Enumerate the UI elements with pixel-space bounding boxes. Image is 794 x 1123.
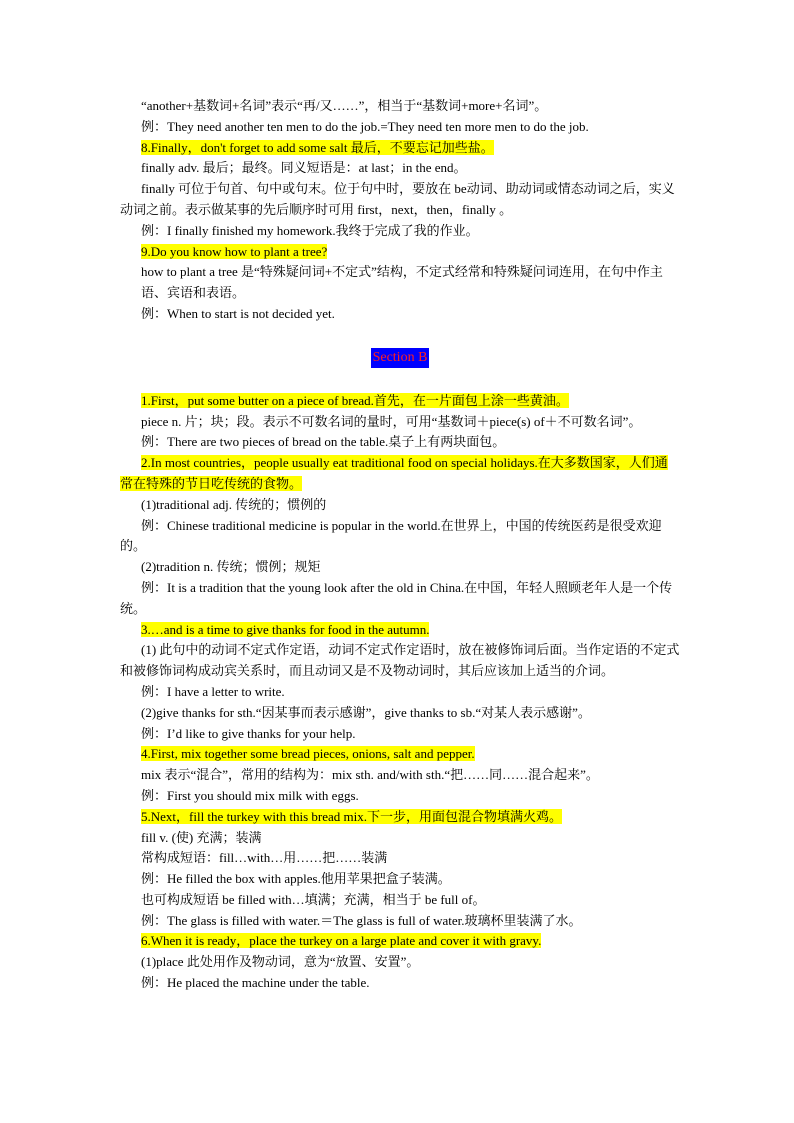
text-line: mix 表示“混合”，常用的结构为：mix sth. and/with sth.“把……同……混合起来”。 <box>141 767 599 783</box>
example-line: 例：There are two pieces of bread on the table.桌子上有两块面包。 <box>141 434 506 450</box>
section-title: Section B <box>371 348 430 368</box>
example-paragraph: 例：It is a tradition that the young look after the old in China.在中国，年轻人照顾老年人是一个传统。 <box>120 579 673 616</box>
text-line: “another+基数词+名词”表示“再/又……”，相当于“基数词+more+名词”。 <box>141 98 548 113</box>
text-line: (1)place 此处用作及物动词，意为“放置、安置”。 <box>141 954 420 970</box>
example-line: 例：First you should mix milk with eggs. <box>141 787 359 803</box>
highlighted-sentence-2: 2.In most countries，people usually eat traditional food on special holidays.在大多数国家，人们通常在特殊的节日吃传统的食物。 <box>120 455 668 491</box>
highlighted-sentence-3: 3.…and is a time to give thanks for food in the autumn. <box>141 621 430 637</box>
highlighted-sentence-1: 1.First，put some butter on a piece of bread.首先，在一片面包上涂一些黄油。 <box>141 392 569 408</box>
highlighted-sentence-4: 4.First, mix together some bread pieces, onions, salt and pepper. <box>141 746 475 762</box>
text-line: (1)traditional adj. 传统的；惯例的 <box>141 496 327 512</box>
example-line: 例：I finally finished my homework.我终于完成了我的作业。 <box>141 222 479 238</box>
example-line: 例：He placed the machine under the table. <box>141 975 370 991</box>
text-line: (2)tradition n. 传统；惯例；规矩 <box>141 559 321 575</box>
text-line: (2)give thanks for sth.“因某事而表示感谢”，give thanks to sb.“对某人表示感谢”。 <box>141 704 591 720</box>
text-paragraph: (1) 此句中的动词不定式作定语，动词不定式作定语时，放在被修饰词后面。当作定语的不定式和被修饰词构成动宾关系时，而且动词又是不及物动词时，其后应该加上适当的介词。 <box>120 642 680 679</box>
text-line: finally adv. 最后；最终。同义短语是：at last；in the end。 <box>141 160 467 176</box>
text-paragraph: finally 可位于句首、句中或句末。位于句中时，要放在 be动词、助动词或情态动词之后，实义动词之前。表示做某事的先后顺序时可用 first，next，then，finally 。 <box>120 181 675 217</box>
highlighted-sentence-5: 5.Next，fill the turkey with this bread mix.下一步，用面包混合物填满火鸡。 <box>141 808 563 824</box>
highlighted-sentence-6: 6.When it is ready，place the turkey on a large plate and cover it with gravy. <box>141 933 542 949</box>
example-line: 例：When to start is not decided yet. <box>141 305 335 321</box>
example-paragraph: 例：Chinese traditional medicine is popular in the world.在世界上，中国的传统医药是很受欢迎的。 <box>120 517 662 554</box>
example-line: 例：I’d like to give thanks for your help. <box>141 725 356 741</box>
text-paragraph: how to plant a tree 是“特殊疑问词+不定式”结构，不定式经常和特殊疑问词连用，在句中作主语、宾语和表语。 <box>141 264 663 301</box>
highlighted-sentence-8: 8.Finally，don't forget to add some salt 最后，不要忘记加些盐。 <box>141 139 494 155</box>
text-line: 也可构成短语 be filled with…填满；充满，相当于 be full of。 <box>141 891 486 907</box>
example-line: 例：They need another ten men to do the job.=They need ten more men to do the job. <box>141 118 589 134</box>
document-body <box>120 96 680 994</box>
text-line: piece n. 片；块；段。表示不可数名词的量时，可用“基数词＋piece(s) of＋不可数名词”。 <box>141 413 642 429</box>
section-heading <box>120 347 680 369</box>
example-line: 例：The glass is filled with water.＝The glass is full of water.玻璃杯里装满了水。 <box>141 912 582 928</box>
example-line: 例：He filled the box with apples.他用苹果把盒子装满。 <box>141 871 451 887</box>
example-line: 例：I have a letter to write. <box>141 683 285 699</box>
text-line: 常构成短语：fill…with…用……把……装满 <box>141 850 388 866</box>
text-line: fill v. (使) 充满；装满 <box>141 829 262 845</box>
highlighted-sentence-9: 9.Do you know how to plant a tree? <box>141 243 328 259</box>
